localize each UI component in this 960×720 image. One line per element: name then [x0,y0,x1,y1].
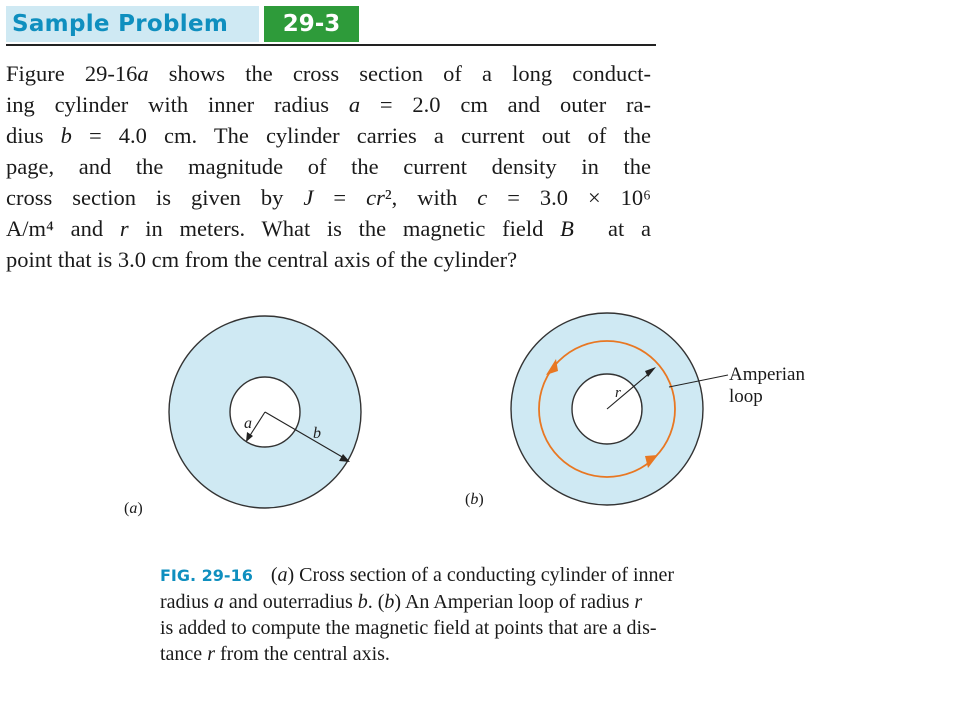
outer-radius-label: b [313,425,321,442]
problem-line-7: point that is 3.0 cm from the central axis of the cylinder? [6,247,518,272]
problem-line-4: page, and the magnitude of the current density in the [6,154,651,179]
loop-radius-label: r [615,385,621,401]
amperian-callout [729,364,805,408]
problem-line-6: A/m⁴ and r in meters. What is the magnetic field B⃗ at a [6,216,652,241]
header-rule [6,44,656,46]
problem-line-2: ing cylinder with inner radius a = 2.0 cm and outer ra- [6,92,651,117]
callout-line-1: Amperian [729,364,805,385]
caption-tag: FIG. 29-16 [160,566,253,585]
problem-number-badge: 29-3 [264,6,359,42]
problem-statement [6,58,651,275]
header-title: Sample Problem [6,6,259,42]
problem-line-1: Figure 29-16a shows the cross section of a long conduct- [6,61,651,86]
caption-line-4: tance r from the central axis. [160,643,390,665]
figure-b [500,305,740,515]
caption-line-3: is added to compute the magnetic field at points that are a dis- [160,617,657,639]
figure-a-label: (a) [124,500,143,517]
figure-caption [160,562,805,667]
inner-radius-label: a [244,415,252,432]
sample-problem-header [6,6,656,44]
problem-line-5: cross section is given by J = cr², with c = 3.0 × 10⁶ [6,185,652,210]
caption-line-2: radius a and outerradius b. (b) An Amperian loop of radius r [160,591,643,613]
callout-line-2: loop [729,386,763,407]
figure-a [160,300,390,530]
problem-line-3: dius b = 4.0 cm. The cylinder carries a current out of the [6,123,651,148]
caption-line-1: FIG. 29-16 (a) Cross section of a conducting cylinder of inner [160,564,675,586]
figure-b-label: (b) [465,491,484,508]
